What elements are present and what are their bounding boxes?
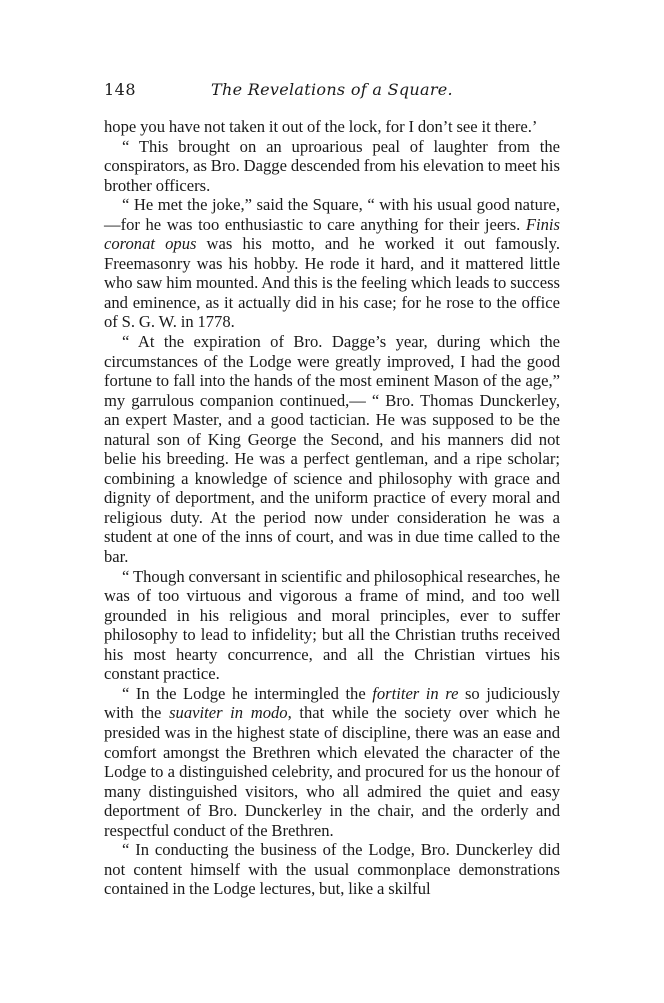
paragraph	[104, 684, 560, 840]
paragraph	[104, 332, 560, 567]
paragraph	[104, 567, 560, 684]
paragraph	[104, 117, 560, 137]
text-run: “ At the expiration of Bro. Dagge’s year, during which the circumstances of the Lodge were greatly improved, I had the good fortune to fall into the hands of the most eminent Mason of the age,” my garrulous companion continued,— “ Bro. Thomas Dunckerley, an expert Master, and a good tactician. He was supposed to be the natural son of King George the Second, and his manners did not belie his breeding. He was a perfect gentleman, and a ripe scholar; combining a knowledge of science and philosophy with grace and dignity of deportment, and the uniform practice of every moral and religious duty. At the period now under consideration he was a student at one of the inns of court, and was in due time called to the bar.	[104, 332, 560, 567]
text-run: was his motto, and he worked it out famously. Freemasonry was his hobby. He rode it hard, and it mattered little who saw him mounted. And this is the feeling which leads to success and eminence, as it actually did in his case; for he rose to the office of S. G. W. in 1778.	[104, 234, 560, 332]
italic-phrase: Finis coronat opus	[104, 214, 560, 254]
text-run: “ In conducting the business of the Lodge, Bro. Dunckerley did not content himself with the usual commonplace demonstrations contained in the Lodge lectures, but, like a skilful	[104, 840, 560, 899]
text-run: , that while the society over which he presided was in the highest state of discipline, there was an ease and comfort amongst the Brethren which elevated the character of the Lodge to a distinguished celebrity, and procured for us the honour of many distinguished visitors, who all admired the quiet and easy deportment of Bro. Dunckerley in the chair, and the orderly and respectful conduct of the Brethren.	[104, 703, 560, 840]
text-run: “ He met the joke,” said the Square, “ with his usual good nature,—for he was too enthusiastic to care anything for their jeers.	[104, 195, 560, 234]
running-head	[104, 80, 560, 106]
italic-phrase: suaviter in modo	[169, 703, 288, 723]
paragraph	[104, 137, 560, 196]
paragraph	[104, 840, 560, 899]
text-run: so judiciously with the	[104, 683, 560, 723]
page-number: 148	[104, 80, 137, 99]
text-run: “ This brought on an uproarious peal of laughter from the conspirators, as Bro. Dagge descended from his elevation to meet his brother officers.	[104, 136, 560, 195]
text-run: hope you have not taken it out of the lock, for I don’t see it there.’	[104, 117, 538, 136]
paragraph	[104, 195, 560, 332]
text-run: “ Though conversant in scientific and philosophical researches, he was of too virtuous and vigorous a frame of mind, and too well grounded in his religious and moral principles, ever to suffer philosophy to lead to infidelity; but all the Christian truths received his most hearty concurrence, and all the Christian virtues his constant practice.	[104, 566, 560, 684]
text-run: “ In the Lodge he intermingled the	[122, 683, 373, 703]
running-title: The Revelations of a Square.	[211, 80, 453, 99]
body-text	[104, 117, 560, 899]
italic-phrase: fortiter in re	[372, 683, 459, 703]
